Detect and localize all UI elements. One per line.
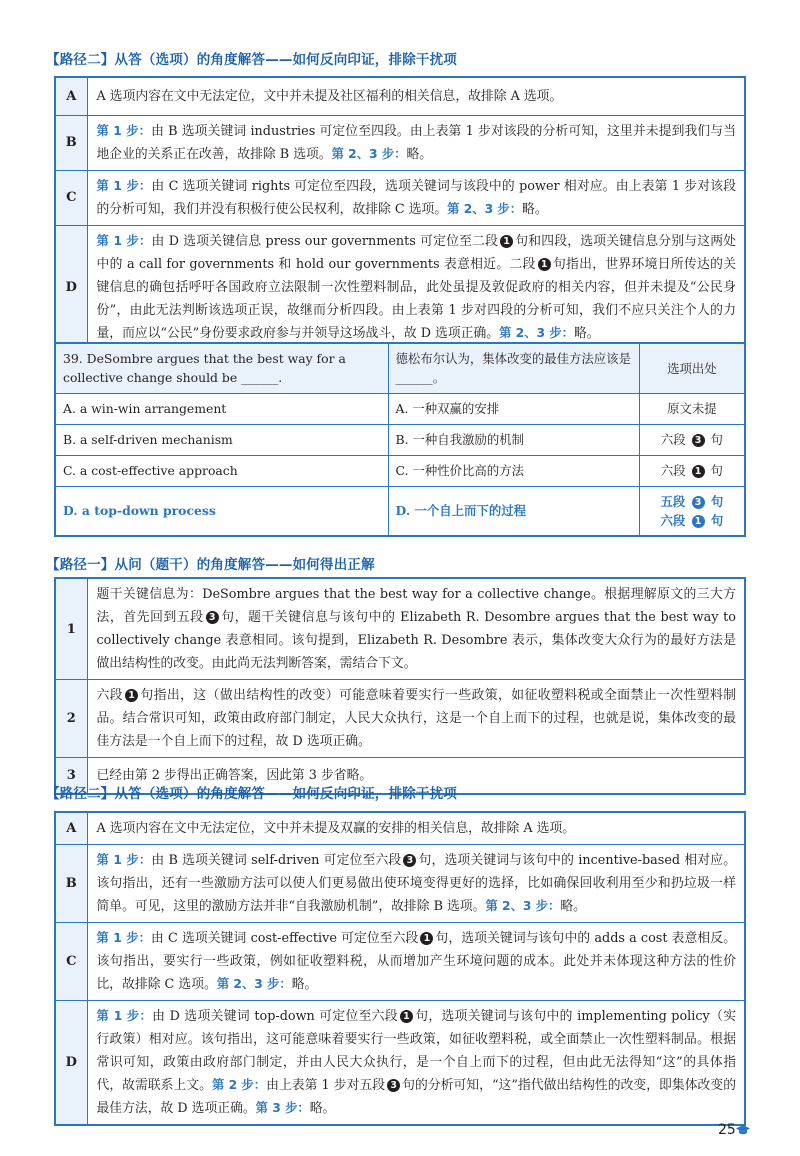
step-label: 第 1 步： (96, 931, 151, 945)
option-c-analysis (87, 923, 745, 1001)
source-text: 句 (710, 512, 724, 528)
step-label: 第 2、3 步： (331, 146, 407, 161)
option-source (639, 455, 745, 486)
step-label: 第 1 步： (96, 1009, 153, 1023)
table-row (55, 923, 745, 1001)
path-title-text: 从问（题干）的角度解答——如何得出正解 (114, 557, 375, 573)
option-d-analysis (87, 1001, 745, 1126)
step-label: 第 1 步： (96, 233, 152, 248)
step-label: 第 1 步： (96, 178, 152, 193)
option-b-analysis (87, 845, 745, 923)
sentence-number-badge: 1 (500, 235, 513, 248)
step-text: 由 B 选项关键词 self-driven 可定位至六段 (151, 853, 402, 868)
table-row (55, 225, 745, 350)
step-text: 略。 (291, 977, 318, 992)
question-stem-cn: 德松布尔认为，集体改变的最佳方法应该是______。 (388, 343, 639, 393)
option-label: A (55, 812, 87, 845)
table-row (55, 424, 745, 455)
q39-steps-table (54, 577, 746, 795)
sentence-number-badge: 3 (692, 434, 705, 447)
option-label: B (55, 115, 87, 170)
sentence-number-badge: 3 (692, 496, 705, 509)
step-text: 由 D 选项关键信息 press our governments 可定位至二段 (151, 233, 499, 249)
step-text: 由 C 选项关键词 cost-effective 可定位至六段 (150, 931, 419, 946)
step-text: 题干关键信息为：DeSombre argues that the best way for a collective change。根据理解原文的三大方法，首先回到五段 (96, 587, 736, 625)
table-row (55, 115, 745, 170)
answer-cn: D. 一个自上而下的过程 (388, 486, 639, 536)
sentence-number-badge: 1 (420, 932, 433, 945)
table-row (55, 680, 745, 758)
step-text: 句，题干关键信息与该句中的 Elizabeth R. Desombre argues that the best way to collectively change 表意相同。该句提到，Elizabeth R. Desombre 表示，集体改变大众行为的最好方法是做出结构性的改变。由此尚无法判断答案，需结合下文。 (96, 610, 736, 671)
step-number: 2 (55, 680, 87, 758)
table-row (55, 393, 745, 424)
option-label: C (55, 923, 87, 1001)
option-cn: C. 一种性价比高的方法 (388, 455, 639, 486)
table-row (55, 812, 745, 845)
table-row (55, 77, 745, 115)
sentence-number-badge: 1 (692, 465, 705, 478)
path-tag: 【路径一】 (46, 557, 115, 573)
option-a-analysis: A 选项内容在文中无法定位，文中并未提及社区福利的相关信息，故排除 A 选项。 (87, 77, 745, 115)
table-row (55, 343, 745, 393)
table-row (55, 455, 745, 486)
table-row (55, 578, 745, 680)
path-tag: 【路径二】 (46, 52, 115, 68)
step-number: 3 (55, 758, 87, 794)
q39-table (54, 342, 746, 537)
path-title-text: 从答（选项）的角度解答——如何反向印证，排除干扰项 (114, 52, 457, 68)
step-text: 由上表第 1 步对五段 (266, 1078, 386, 1093)
answer-row (55, 486, 745, 536)
step-text: 略。 (560, 899, 586, 914)
source-text: 句 (710, 432, 723, 447)
option-cn: B. 一种自我激励的机制 (388, 424, 639, 455)
option-label: A (55, 77, 87, 115)
step-text: 略。 (406, 146, 433, 162)
option-source (639, 393, 745, 424)
source-text: 原文未提 (667, 401, 717, 416)
step-text: 由 B 选项关键词 industries 可定位至四段。由上表第 1 步对该段的分析可知，这里并未提到我们与当地企业的关系正在改善，故排除 B 选项。 (96, 123, 737, 162)
step-label: 第 1 步： (96, 853, 152, 867)
option-en: B. a self-driven mechanism (55, 424, 388, 455)
step-text: 句的分析可知，“这”指代做出结构性的改变，即集体改变的最佳方法，故 D 选项正确。 (96, 1078, 736, 1116)
path-tag: 【路径二】 (46, 786, 115, 802)
option-label: C (55, 170, 87, 225)
step-text: 句指出，这（做出结构性的改变）可能意味着要实行一些政策，如征收塑料税或全面禁止一次性塑料制品。结合常识可知，政策由政府部门制定，人民大众执行，这是一个自上而下的过程，也就是说，集体改变的最佳方法是一个自上而下的过程，故 D 选项正确。 (96, 688, 737, 749)
source-text: 六段 (660, 463, 686, 478)
step-text: 由 D 选项关键词 top-down 可定位至六段 (152, 1009, 398, 1024)
step-label: 第 2 步： (211, 1078, 267, 1092)
answer-source (639, 486, 745, 536)
option-d-analysis (87, 225, 745, 350)
step-label: 第 3 步： (255, 1101, 310, 1115)
step-text: 句指出，世界环境日所传达的关键信息的确包括呼吁各国政府立法限制一次性塑料制品，此处虽提及敦促政府的相关内容，但并未提及“公民身份”，由此无法判断该选项正误，故继而分析四段。由上表第 1 步对四段的分析可知，我们不应只关注个人的力量，而应以“公民”身份要求政府参与并领导这场战斗，故 D 选项正确。 (96, 256, 736, 341)
option-a-analysis: A 选项内容在文中无法定位，文中并未提及双赢的安排的相关信息，故排除 A 选项。 (87, 812, 745, 845)
sentence-number-badge: 3 (387, 1079, 400, 1092)
step-1-content (87, 578, 745, 680)
source-header: 选项出处 (639, 343, 745, 393)
step-text: 由 C 选项关键词 rights 可定位至四段，选项关键词与该段中的 power 相对应。由上表第 1 步对该段的分析可知，我们并没有积极行使公民权利，故排除 C 选项。 (96, 178, 736, 217)
option-label: B (55, 845, 87, 923)
answer-en: D. a top-down process (55, 486, 388, 536)
step-label: 第 2、3 步： (485, 899, 561, 913)
step-label: 第 2、3 步： (447, 201, 523, 216)
source-text: 六段 (660, 512, 686, 528)
step-text: 略。 (573, 325, 600, 341)
step-3-content: 已经由第 2 步得出正确答案，因此第 3 步省略。 (87, 758, 745, 794)
source-text: 句 (710, 493, 724, 509)
step-text: 略。 (522, 201, 548, 217)
sentence-number-badge: 1 (692, 515, 705, 528)
step-text: 略。 (309, 1101, 336, 1116)
step-label: 第 1 步： (96, 123, 152, 138)
path2-title-top (46, 48, 457, 68)
step-text: 句，选项关键词与该句中的 adds a cost 表意相反。该句指出，要实行一些政策，例如征收塑料税，从而增加产生环境问题的成本。此处并未体现这种方法的性价比，故排除 C 选项。 (96, 931, 737, 992)
sentence-number-badge: 1 (125, 689, 138, 702)
step-text: 句，选项关键词与该句中的 implementing policy（实行政策）相对应。该句指出，这可能意味着要实行一些政策，如征收塑料税，或全面禁止一次性塑料制品。根据常识可知，政策由政府部门制定，并由人民大众执行，是一个自上而下的过程，但由此无法得知“这”的具体指代，故需联系上文。 (96, 1009, 736, 1093)
table-row (55, 170, 745, 225)
sentence-number-badge: 3 (206, 611, 219, 624)
sentence-number-badge: 3 (403, 854, 416, 867)
source-text: 六段 (660, 432, 686, 447)
step-text: 六段 (96, 688, 123, 703)
step-label: 第 2、3 步： (499, 325, 574, 340)
step-2-content (87, 680, 745, 758)
option-label: D (55, 1001, 87, 1126)
option-b-analysis (87, 115, 745, 170)
source-text: 句 (710, 463, 723, 478)
option-label: D (55, 225, 87, 350)
option-cn: A. 一种双赢的安排 (388, 393, 639, 424)
path2-title-bottom (46, 782, 457, 802)
option-source (639, 424, 745, 455)
option-en: A. a win-win arrangement (55, 393, 388, 424)
path1-title (46, 553, 375, 573)
source-text: 五段 (660, 493, 686, 509)
page-number: 25 (718, 1122, 736, 1138)
step-number: 1 (55, 578, 87, 680)
question-stem-en: 39. DeSombre argues that the best way for a collective change should be ______. (55, 343, 388, 393)
step-text: 句，选项关键词与该句中的 incentive-based 相对应。该句指出，还有一些激励方法可以使人们更易做出使环境变得更好的选择，比如确保回收利用至少和扔垃圾一样简单。可见，这里的激励方法并非“自我激励机制”，故排除 B 选项。 (96, 853, 737, 914)
step-label: 第 2、3 步： (216, 977, 292, 991)
step-text: 句和四段，选项关键信息分别与这两处中的 a call for governments 和 hold our governments 表意相近。二段 (96, 233, 737, 272)
option-en: C. a cost-effective approach (55, 455, 388, 486)
table-row (55, 1001, 745, 1126)
q38-options-table (54, 76, 746, 351)
sentence-number-badge: 1 (538, 258, 551, 271)
graduation-cap-icon (735, 1124, 751, 1136)
option-c-analysis (87, 170, 745, 225)
path-title-text: 从答（选项）的角度解答——如何反向印证，排除干扰项 (114, 786, 457, 802)
table-row (55, 845, 745, 923)
sentence-number-badge: 1 (400, 1010, 413, 1023)
q39-options-table (54, 811, 746, 1126)
